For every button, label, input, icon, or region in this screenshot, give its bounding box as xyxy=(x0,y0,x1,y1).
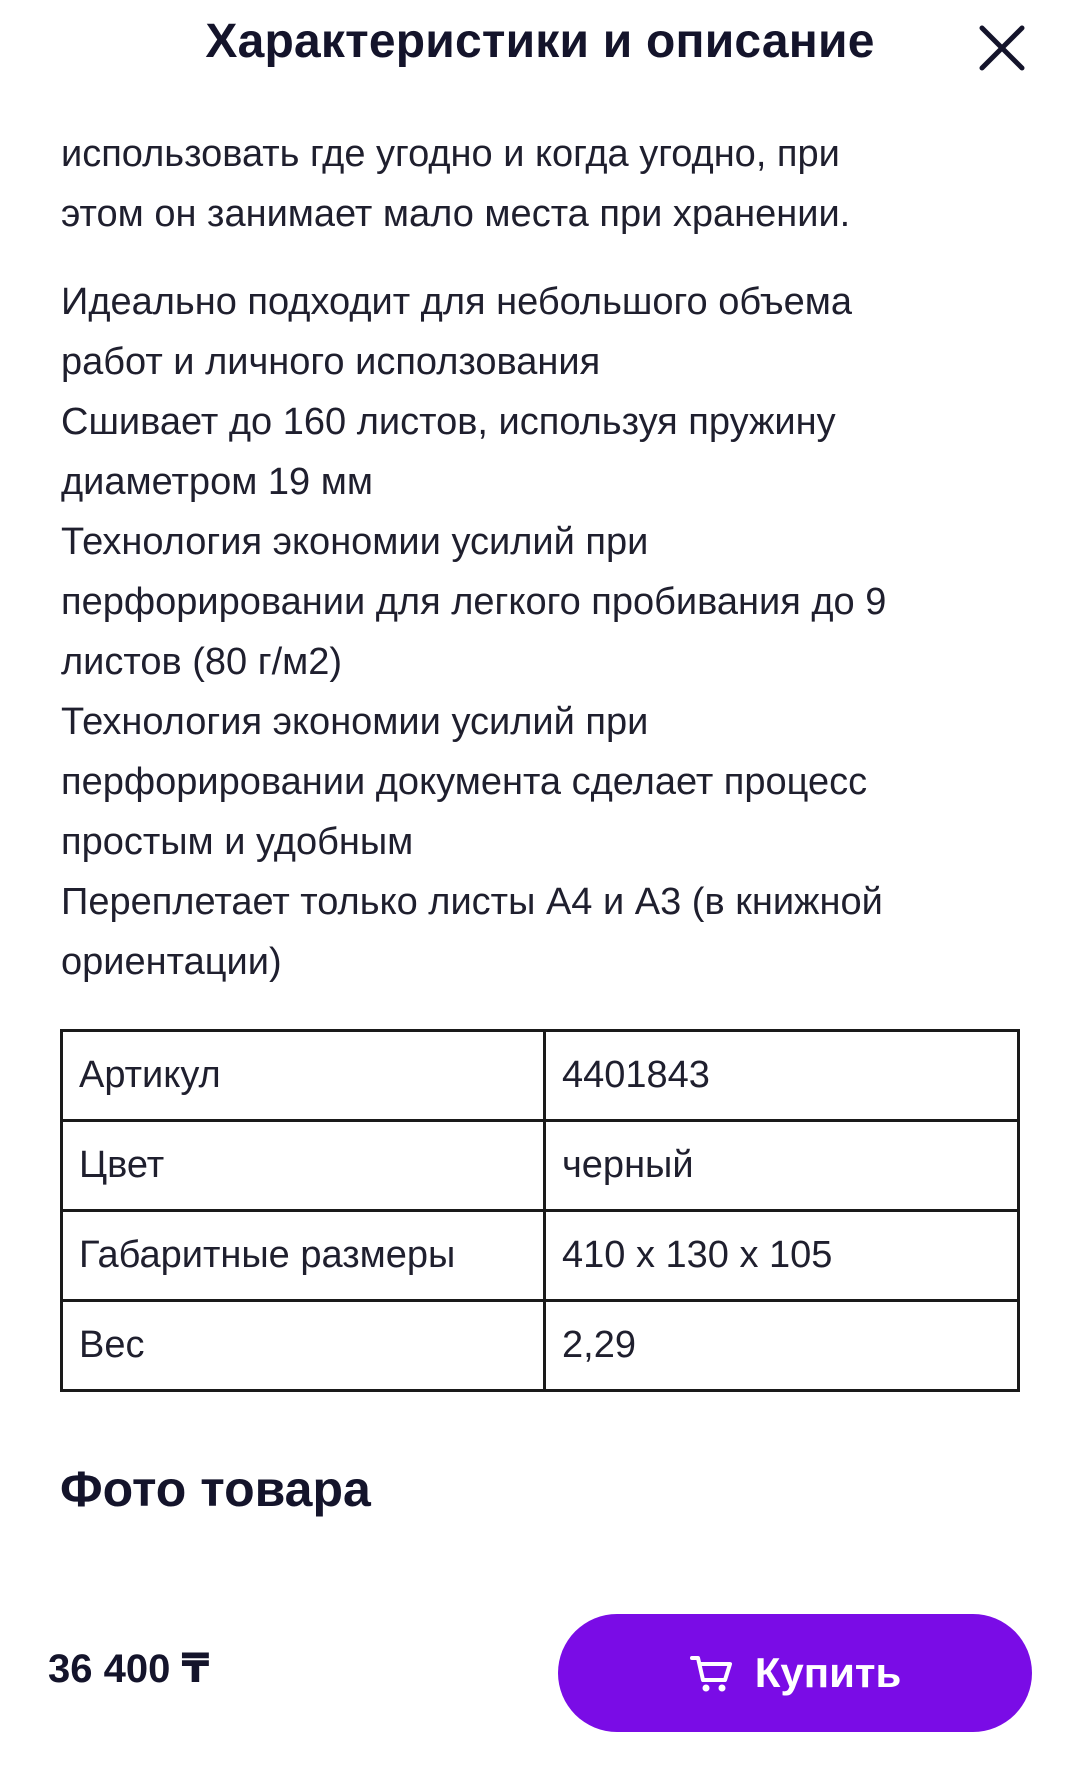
description-line: Технология экономии усилий при xyxy=(61,521,649,563)
description-line: перфорировании документа сделает процесс xyxy=(61,761,868,803)
spec-value: 410 х 130 х 105 xyxy=(545,1211,1019,1301)
price: 36 400 ₸ xyxy=(48,1647,210,1691)
spec-value: 4401843 xyxy=(545,1031,1019,1121)
description-line: ориентации) xyxy=(61,941,282,983)
description-line: простым и удобным xyxy=(61,821,414,863)
spec-value: 2,29 xyxy=(545,1301,1019,1391)
description-line: перфорировании для легкого пробивания до 9 xyxy=(61,581,887,623)
table-row xyxy=(62,1121,1019,1211)
description-line: этом он занимает мало места при хранении. xyxy=(61,193,851,235)
description-line: Сшивает до 160 листов, используя пружину xyxy=(61,401,836,443)
spec-value: черный xyxy=(545,1121,1019,1211)
table-row xyxy=(62,1301,1019,1391)
table-row xyxy=(62,1031,1019,1121)
description-line: работ и личного исползования xyxy=(61,341,601,383)
table-row xyxy=(62,1211,1019,1301)
spec-key: Цвет xyxy=(62,1121,545,1211)
description-line: листов (80 г/м2) xyxy=(61,641,343,683)
photos-section-title: Фото товара xyxy=(60,1461,371,1517)
description-line: Идеально подходит для небольшого объема xyxy=(61,281,853,323)
description-line: Технология экономии усилий при xyxy=(61,701,649,743)
buy-button[interactable] xyxy=(558,1614,1032,1732)
spec-key: Артикул xyxy=(62,1031,545,1121)
description-text xyxy=(61,124,1021,992)
cart-icon xyxy=(689,1650,735,1696)
specs-table xyxy=(60,1029,1020,1392)
close-icon xyxy=(972,18,1032,78)
page-title: Характеристики и описание xyxy=(205,15,875,68)
spec-key: Габаритные размеры xyxy=(62,1211,545,1301)
description-line: диаметром 19 мм xyxy=(61,461,373,503)
description-line: Переплетает только листы А4 и А3 (в книжной xyxy=(61,881,883,923)
description-line: использовать где угодно и когда угодно, при xyxy=(61,133,840,175)
header xyxy=(0,0,1080,100)
close-button[interactable] xyxy=(972,18,1032,78)
spec-key: Вес xyxy=(62,1301,545,1391)
buy-button-label: Купить xyxy=(754,1649,902,1696)
